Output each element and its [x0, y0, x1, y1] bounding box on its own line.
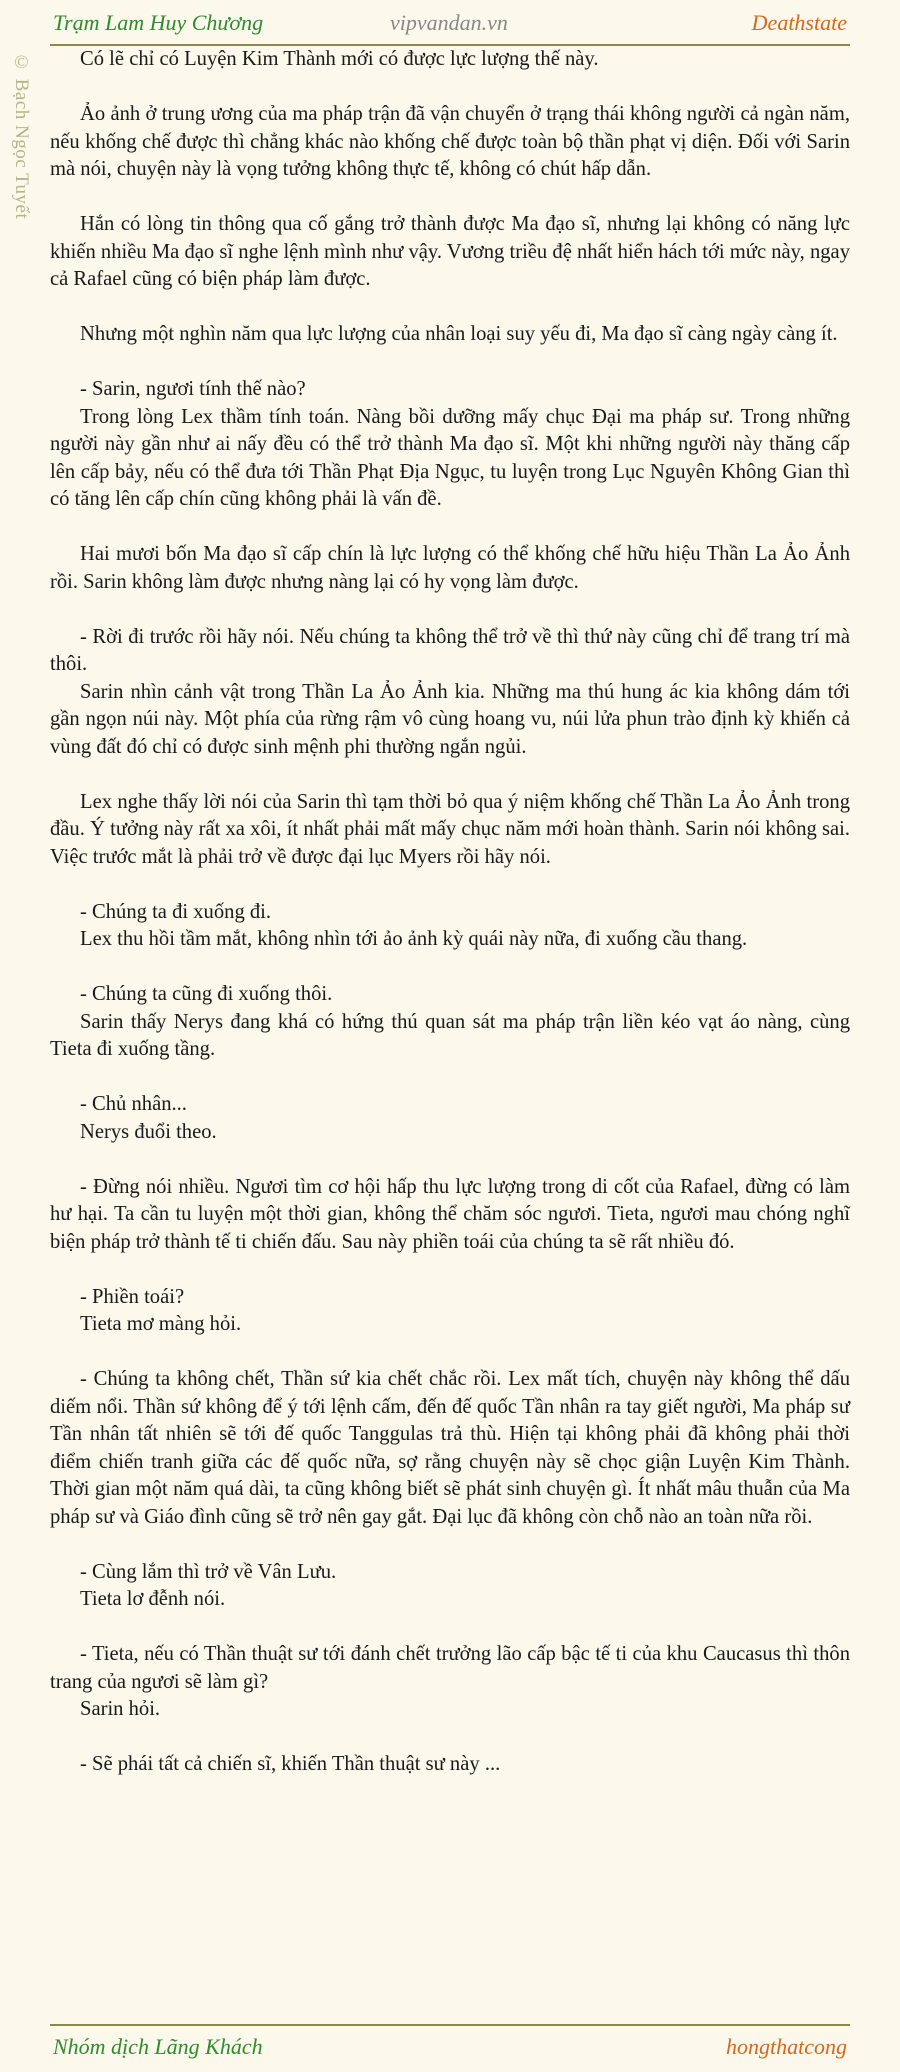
paragraph: - Chúng ta không chết, Thần sứ kia chết chắc rồi. Lex mất tích, chuyện này không thể dấu diếm nổi. Thần sứ không để ý tới lệnh cấm, đến đế quốc Tần nhân ra tay giết người, Ma pháp sư Tần nhân tất nhiên sẽ tới đế quốc Tanggulas trả thù. Hiện tại không phải đã không phải thời điểm chiến tranh giữa các đế quốc nữa, sợ rằng chuyện này sẽ chọc giận Luyện Kim Thành. Thời gian một năm quá dài, ta cũng không biết sẽ phát sinh chuyện gì. Ít nhất mâu thuẫn của Ma pháp sư và Giáo đình cũng sẽ trở nên gay gắt. Đại lục đã không còn chỗ nào an toàn nữa rồi.	[50, 1368, 850, 1528]
paragraph: Trong lòng Lex thầm tính toán. Nàng bồi dưỡng mấy chục Đại ma pháp sư. Trong những người này gần như ai nấy đều có thể trở thành Ma đạo sĩ. Một khi những người này thăng cấp lên cấp bảy, nếu có thể đưa tới Thần Phạt Địa Ngục, tu luyện trong Lục Nguyên Không Gian thì có tăng lên cấp chín cũng không phải là vấn đề.	[50, 405, 850, 510]
header-site-url: vipvandan.vn	[390, 10, 508, 35]
paragraph-gap	[50, 1614, 850, 1642]
story-body	[50, 46, 850, 1779]
paragraph: - Sẽ phái tất cả chiến sĩ, khiến Thần thuật sư này ...	[80, 1753, 501, 1775]
paragraph: Nerys đuổi theo.	[80, 1120, 217, 1143]
paragraph: Sarin thấy Nerys đang khá có hứng thú quan sát ma pháp trận liền kéo vạt áo nàng, cùng Tieta đi xuống tầng.	[50, 1010, 850, 1060]
paragraph: Nhưng một nghìn năm qua lực lượng của nhân loại suy yếu đi, Ma đạo sĩ càng ngày càng ít.	[80, 323, 838, 345]
paragraph-gap	[50, 1256, 850, 1284]
paragraph: - Đừng nói nhiều. Ngươi tìm cơ hội hấp thu lực lượng trong di cốt của Rafael, đừng có làm hư hại. Ta cần tu luyện một thời gian, không thể chăm sóc ngươi. Tieta, ngươi mau chóng nghĩ biện pháp trở thành tế ti chiến đấu. Sau này phiền toái của chúng ta sẽ rất nhiều đó.	[50, 1175, 850, 1253]
paragraph-gap	[50, 294, 850, 322]
paragraph: - Sarin, ngươi tính thế nào?	[80, 378, 306, 400]
footer-editor: hongthatcong	[726, 2034, 847, 2059]
paragraph-gap	[50, 761, 850, 789]
paragraph: Hai mươi bốn Ma đạo sĩ cấp chín là lực lượng có thể khống chế hữu hiệu Thần La Ảo Ảnh rồi. Sarin không làm được nhưng nàng lại có hy vọng làm được.	[50, 543, 850, 593]
paragraph: - Cùng lắm thì trở về Vân Lưu.	[80, 1560, 337, 1583]
page-footer	[50, 2024, 850, 2072]
paragraph-gap	[50, 1339, 850, 1367]
paragraph: Tieta mơ màng hỏi.	[80, 1313, 242, 1335]
paragraph: Có lẽ chỉ có Luyện Kim Thành mới có được lực lượng thế này.	[80, 48, 599, 70]
page-header	[50, 0, 850, 46]
header-author: Deathstate	[751, 10, 847, 35]
paragraph-gap	[50, 349, 850, 377]
paragraph-gap	[50, 596, 850, 624]
paragraph-gap	[50, 184, 850, 212]
paragraph-gap	[50, 1724, 850, 1752]
paragraph: Ảo ảnh ở trung ương của ma pháp trận đã vận chuyển ở trạng thái không người cả ngàn năm, nếu khống chế được thì chẳng khác nào khống chế được toàn bộ thần phạt vị diện. Đối với Sarin mà nói, chuyện này là vọng tưởng không thực tế, không có chút hấp dẫn.	[50, 103, 850, 180]
side-copyright-credit: © Bạch Ngọc Tuyết	[11, 52, 32, 220]
paragraph-gap	[50, 871, 850, 899]
paragraph: - Chúng ta cũng đi xuống thôi.	[80, 983, 333, 1005]
paragraph: Lex thu hồi tầm mắt, không nhìn tới ảo ảnh kỳ quái này nữa, đi xuống cầu thang.	[80, 928, 748, 950]
paragraph-gap	[50, 1064, 850, 1092]
paragraph: - Chủ nhân...	[80, 1093, 187, 1115]
paragraph: Sarin hỏi.	[80, 1698, 161, 1720]
paragraph-gap	[50, 1146, 850, 1174]
paragraph: - Tieta, nếu có Thần thuật sư tới đánh chết trưởng lão cấp bậc tế ti của khu Caucasus thì thôn trang của ngươi sẽ làm gì?	[50, 1643, 850, 1693]
paragraph-gap	[50, 954, 850, 982]
paragraph: Hắn có lòng tin thông qua cố gắng trở thành được Ma đạo sĩ, nhưng lại không có năng lực khiến nhiều Ma đạo sĩ nghe lệnh mình như vậy. Vương triều đệ nhất hiển hách tới mức này, ngay cả Rafael cũng có biện pháp làm được.	[50, 213, 850, 290]
paragraph: Tieta lơ đễnh nói.	[80, 1588, 226, 1610]
paragraph: - Rời đi trước rồi hãy nói. Nếu chúng ta không thể trở về thì thứ này cũng chỉ để trang trí mà thôi.	[50, 625, 850, 675]
paragraph-gap	[50, 514, 850, 542]
paragraph: Lex nghe thấy lời nói của Sarin thì tạm thời bỏ qua ý niệm khống chế Thần La Ảo Ảnh trong đầu. Ý tưởng này rất xa xôi, ít nhất phải mất mấy chục năm mới hoàn thành. Sarin nói không sai. Việc trước mắt là phải trở về được đại lục Myers rồi hãy nói.	[50, 790, 850, 868]
paragraph: - Phiền toái?	[80, 1285, 185, 1308]
paragraph-gap	[50, 1531, 850, 1559]
paragraph: - Chúng ta đi xuống đi.	[80, 900, 272, 923]
paragraph: Sarin nhìn cảnh vật trong Thần La Ảo Ảnh kia. Những ma thú hung ác kia không dám tới gần ngọn núi này. Một phía của rừng rậm vô cùng hoang vu, núi lửa phun trào định kỳ khiến cả vùng đất đó chỉ có được sinh mệnh phi thường ngắn ngủi.	[50, 680, 850, 758]
footer-translator-group: Nhóm dịch Lãng Khách	[53, 2034, 263, 2059]
paragraph-gap	[50, 74, 850, 102]
header-site-title: Trạm Lam Huy Chương	[53, 10, 264, 35]
